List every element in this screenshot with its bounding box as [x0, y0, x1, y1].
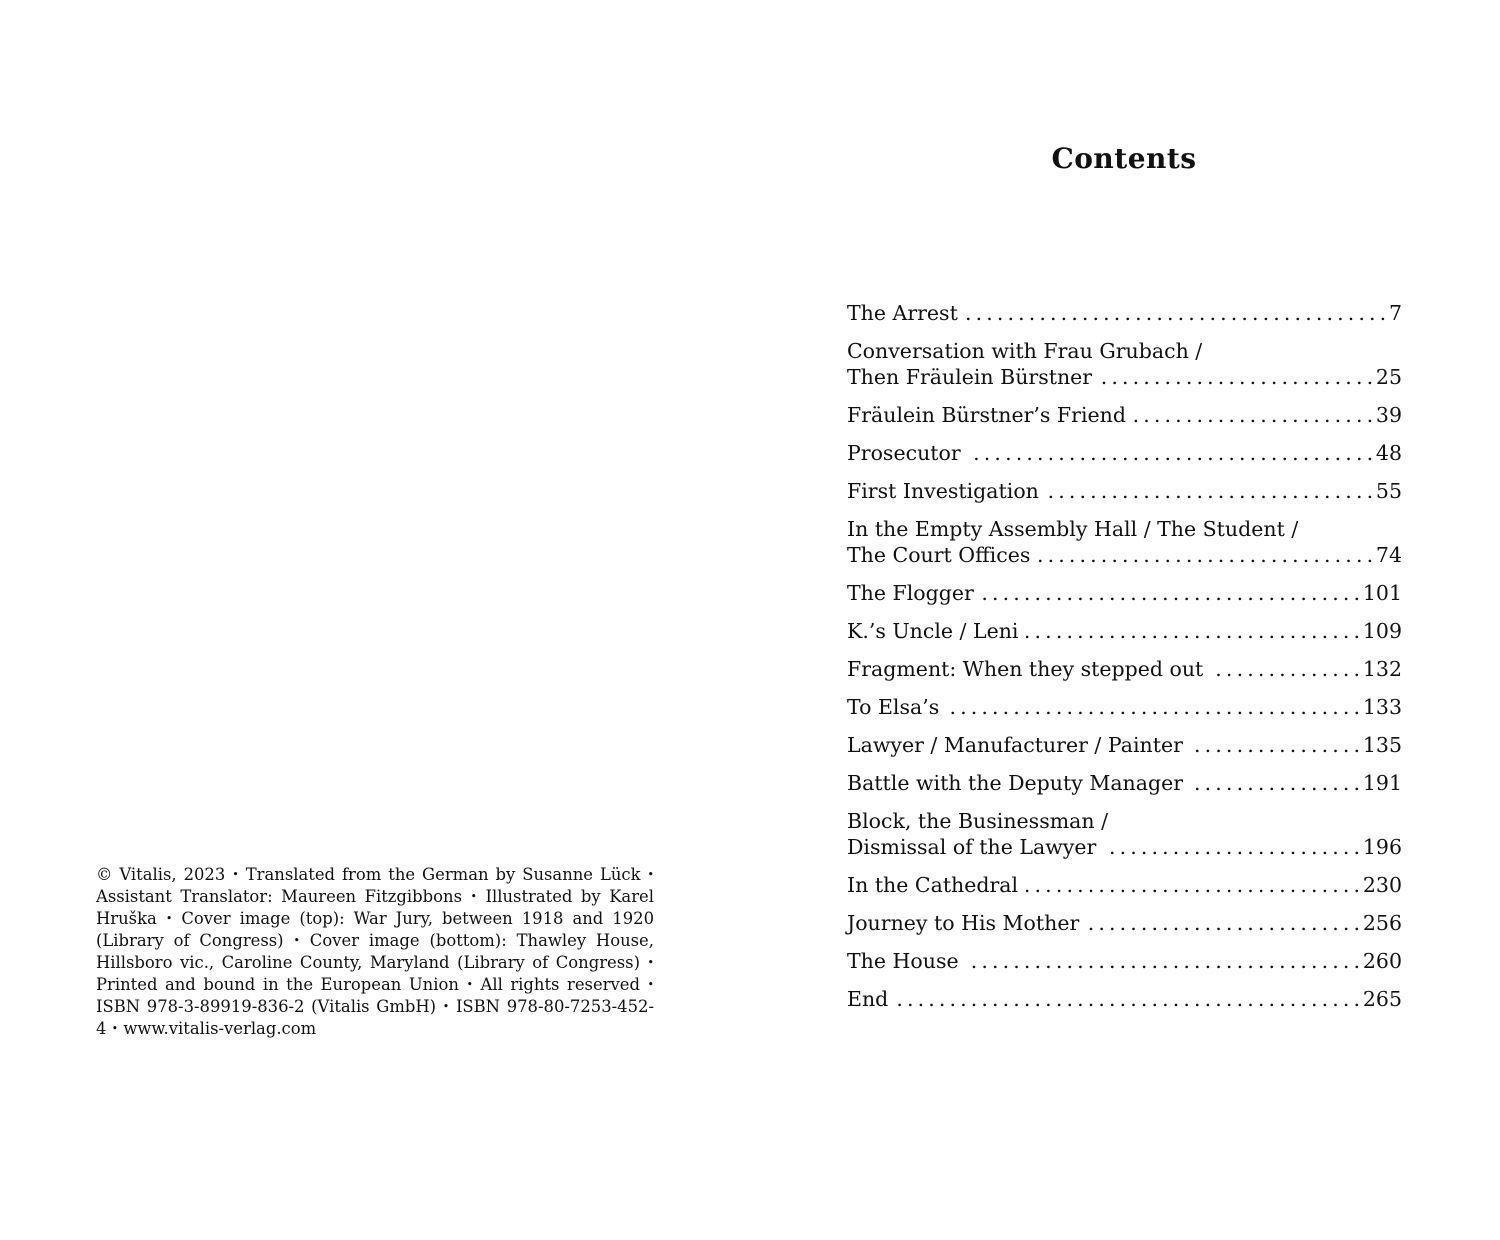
dot-leader: [982, 580, 1359, 606]
table-of-contents: [847, 300, 1402, 1024]
toc-page-number: 265: [1362, 987, 1402, 1011]
toc-entry-line: [847, 834, 1402, 860]
dot-leader: [1211, 656, 1359, 682]
toc-entry-title: In the Empty Assembly Hall / The Student /: [847, 517, 1299, 541]
toc-entry-line: [847, 542, 1402, 568]
toc-entry[interactable]: [847, 300, 1402, 326]
imprint-item: Printed and bound in the European Union: [96, 975, 459, 994]
toc-page-number: 101: [1362, 581, 1402, 605]
dot-leader: [1047, 478, 1372, 504]
dot-leader: [969, 440, 1372, 466]
toc-entry-line: [847, 364, 1402, 390]
toc-entry-title: Block, the Businessman /: [847, 809, 1108, 833]
toc-page-number: 74: [1375, 543, 1402, 567]
toc-entry-line: [847, 770, 1402, 796]
toc-entry[interactable]: [847, 732, 1402, 758]
toc-entry-title: The Arrest: [847, 301, 958, 325]
imprint-item: ISBN 978-3-89919-836-2 (Vitalis GmbH): [96, 997, 437, 1016]
toc-entry-line: [847, 300, 1402, 326]
toc-entry-line: [847, 694, 1402, 720]
toc-page-number: 260: [1362, 949, 1402, 973]
dot-leader: [1100, 364, 1372, 390]
dot-leader: [896, 986, 1359, 1012]
toc-entry-line: [847, 986, 1402, 1012]
imprint-item: Cover image (top): War Jury, between 1918 and 1920 (Library of Congress): [96, 909, 655, 950]
bullet-separator: •: [466, 978, 473, 991]
toc-page-number: 135: [1362, 733, 1402, 757]
dot-leader: [1191, 732, 1359, 758]
dot-leader: [966, 300, 1385, 326]
bullet-separator: •: [647, 868, 654, 881]
toc-entry-title: Fragment: When they stepped out: [847, 657, 1204, 681]
toc-entry-title: Battle with the Deputy Manager: [847, 771, 1184, 795]
toc-entry-line: [847, 402, 1402, 428]
toc-entry-line: [847, 338, 1402, 364]
toc-entry-title: The House: [847, 949, 959, 973]
imprint-item: Cover image (bottom): Thawley House, Hillsboro vic., Caroline County, Maryland (Library of Congress): [96, 931, 654, 972]
toc-entry[interactable]: [847, 580, 1402, 606]
toc-page-number: 25: [1375, 365, 1402, 389]
imprint-item: www.vitalis-verlag.com: [123, 1019, 317, 1038]
toc-page-number: 191: [1362, 771, 1402, 795]
bullet-separator: •: [232, 868, 239, 881]
dot-leader: [1038, 542, 1372, 568]
toc-entry-title: Journey to His Mother: [847, 911, 1080, 935]
toc-page-number: 132: [1362, 657, 1402, 681]
toc-entry-line: [847, 656, 1402, 682]
right-page: [750, 0, 1500, 1240]
contents-heading: [750, 142, 1500, 175]
imprint-item: All rights reserved: [480, 975, 640, 994]
toc-page-number: 7: [1388, 301, 1402, 325]
dot-leader: [1134, 402, 1372, 428]
toc-entry-title: The Court Offices: [847, 543, 1031, 567]
imprint-item: © Vitalis, 2023: [96, 865, 226, 884]
toc-page-number: 196: [1362, 835, 1402, 859]
dot-leader: [947, 694, 1359, 720]
toc-entry[interactable]: [847, 440, 1402, 466]
toc-entry-title: K.’s Uncle / Leni: [847, 619, 1019, 643]
bullet-separator: •: [165, 912, 173, 925]
toc-entry[interactable]: [847, 402, 1402, 428]
toc-entry-title: Lawyer / Manufacturer / Painter: [847, 733, 1183, 757]
toc-entry-line: [847, 580, 1402, 606]
imprint-item: Illustrated by Karel Hruška: [96, 887, 654, 928]
toc-entry[interactable]: [847, 872, 1402, 898]
toc-entry-title: End: [847, 987, 889, 1011]
toc-page-number: 48: [1375, 441, 1402, 465]
toc-entry[interactable]: [847, 808, 1402, 860]
toc-entry[interactable]: [847, 478, 1402, 504]
toc-entry[interactable]: [847, 986, 1402, 1012]
toc-entry-line: [847, 872, 1402, 898]
toc-entry-title: Prosecutor: [847, 441, 961, 465]
toc-entry[interactable]: [847, 618, 1402, 644]
contents-heading-text: Contents: [1051, 142, 1197, 175]
toc-entry[interactable]: [847, 948, 1402, 974]
dot-leader: [1026, 618, 1358, 644]
toc-entry-line: [847, 478, 1402, 504]
toc-entry[interactable]: [847, 516, 1402, 568]
toc-page-number: 55: [1375, 479, 1402, 503]
imprint-text: [96, 864, 654, 1040]
toc-page-number: 39: [1375, 403, 1402, 427]
dot-leader: [967, 948, 1359, 974]
toc-entry-line: [847, 948, 1402, 974]
toc-entry-title: Conversation with Frau Grubach /: [847, 339, 1203, 363]
bullet-separator: •: [647, 978, 654, 991]
toc-entry-title: The Flogger: [847, 581, 974, 605]
toc-entry-title: First Investigation: [847, 479, 1039, 503]
toc-entry-line: [847, 808, 1402, 834]
bullet-separator: •: [647, 956, 655, 969]
toc-entry[interactable]: [847, 694, 1402, 720]
toc-entry-line: [847, 910, 1402, 936]
toc-page-number: 256: [1362, 911, 1402, 935]
toc-entry-title: Dismissal of the Lawyer: [847, 835, 1097, 859]
toc-page-number: 109: [1362, 619, 1402, 643]
bullet-separator: •: [470, 890, 477, 903]
toc-entry[interactable]: [847, 910, 1402, 936]
toc-entry-line: [847, 732, 1402, 758]
dot-leader: [1104, 834, 1359, 860]
toc-entry[interactable]: [847, 338, 1402, 390]
imprint-item: Translated from the German by Susanne Lück: [245, 865, 641, 884]
toc-page-number: 133: [1362, 695, 1402, 719]
toc-entry-title: Fräulein Bürstner’s Friend: [847, 403, 1126, 427]
toc-entry-title: To Elsa’s: [847, 695, 940, 719]
toc-entry[interactable]: [847, 770, 1402, 796]
bullet-separator: •: [442, 1000, 450, 1013]
dot-leader: [1191, 770, 1359, 796]
toc-entry-title: In the Cathedral: [847, 873, 1019, 897]
toc-page-number: 230: [1362, 873, 1402, 897]
toc-entry[interactable]: [847, 656, 1402, 682]
toc-entry-line: [847, 618, 1402, 644]
toc-entry-title: Then Fräulein Bürstner: [847, 365, 1093, 389]
toc-entry-line: [847, 516, 1402, 542]
dot-leader: [1026, 872, 1359, 898]
toc-entry-line: [847, 440, 1402, 466]
bullet-separator: •: [293, 934, 300, 947]
imprint-item: ISBN 978-80-7253-452-4: [96, 997, 654, 1038]
dot-leader: [1087, 910, 1359, 936]
bullet-separator: •: [111, 1022, 119, 1035]
imprint-item: Assistant Translator: Maureen Fitzgibbons: [96, 887, 462, 906]
